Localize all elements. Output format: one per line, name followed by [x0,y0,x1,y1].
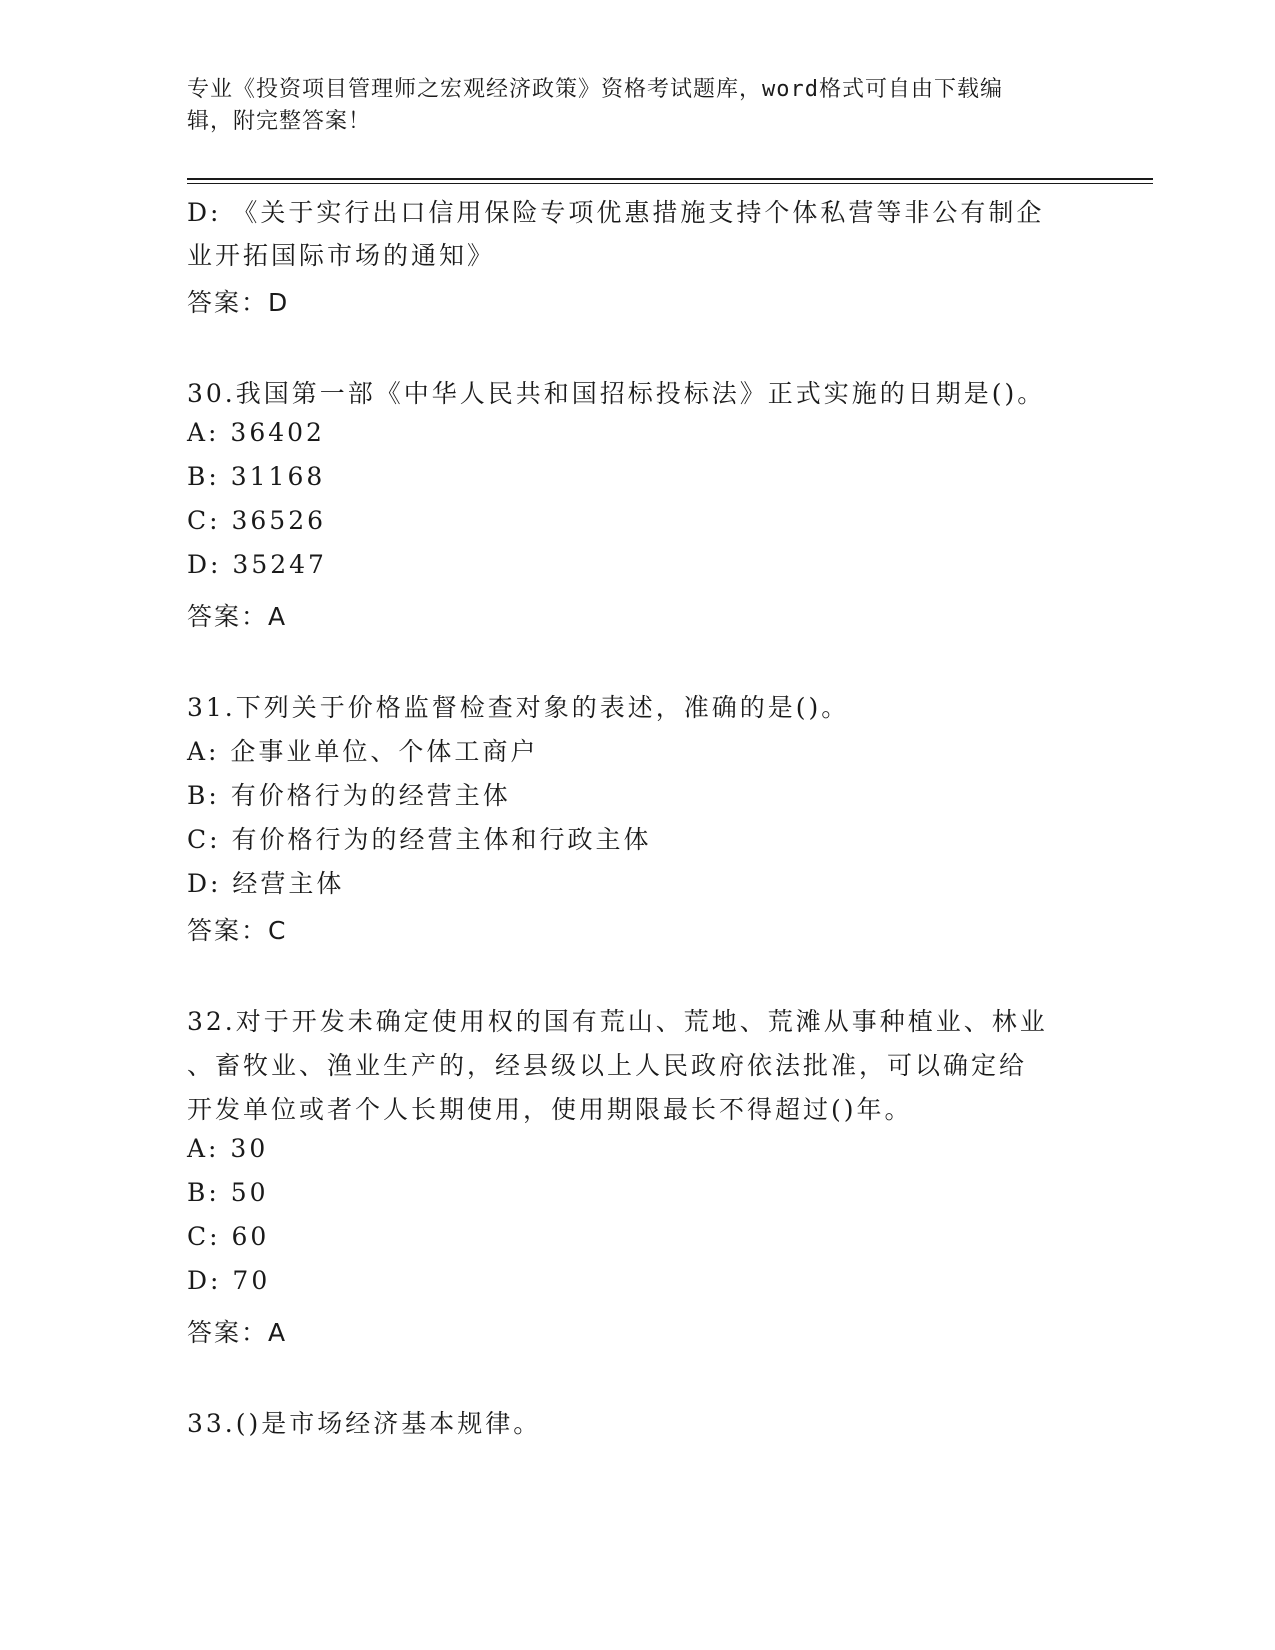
prev-answer: 答案：D [187,288,290,317]
q32-stem-line-3: 开发单位或者个人长期使用，使用期限最长不得超过()年。 [187,1095,913,1124]
q30-option-b: B: 31168 [187,462,326,491]
q31-option-a: A: 企事业单位、个体工商户 [187,737,539,766]
q32-option-c: C: 60 [187,1222,270,1251]
q31-option-b: B: 有价格行为的经营主体 [187,781,511,810]
prev-option-d-line-2: 业开拓国际市场的通知》 [187,241,496,270]
q30-option-d: D: 35247 [187,550,327,579]
q32-option-a: A: 30 [187,1134,269,1163]
document-header [187,74,1067,138]
header-line-1: 专业《投资项目管理师之宏观经济政策》资格考试题库，word格式可自由下载编 [187,77,1003,102]
q32-option-b: B: 50 [187,1178,269,1207]
q32-option-d: D: 70 [187,1266,271,1295]
q31-option-d: D: 经营主体 [187,869,345,898]
q31-option-c: C: 有价格行为的经营主体和行政主体 [187,825,652,854]
q32-stem-line-2: 、畜牧业、渔业生产的，经县级以上人民政府依法批准，可以确定给 [187,1051,1028,1080]
q30-option-a: A: 36402 [187,418,325,447]
q30-answer: 答案：A [187,602,288,631]
header-divider-thin [187,183,1153,184]
q33-stem: 33.()是市场经济基本规律。 [187,1409,542,1438]
q30-stem: 30.我国第一部《中华人民共和国招标投标法》正式实施的日期是()。 [187,379,1046,408]
prev-option-d-line-1: D: 《关于实行出口信用保险专项优惠措施支持个体私营等非公有制企 [187,198,1045,227]
q32-stem-line-1: 32.对于开发未确定使用权的国有荒山、荒地、荒滩从事种植业、林业 [187,1007,1048,1036]
q32-answer: 答案：A [187,1318,288,1347]
q31-answer: 答案：C [187,916,288,945]
header-divider-thick [187,178,1153,180]
header-line-2: 辑，附完整答案！ [187,109,372,134]
q30-option-c: C: 36526 [187,506,327,535]
q31-stem: 31.下列关于价格监督检查对象的表述，准确的是()。 [187,693,850,722]
